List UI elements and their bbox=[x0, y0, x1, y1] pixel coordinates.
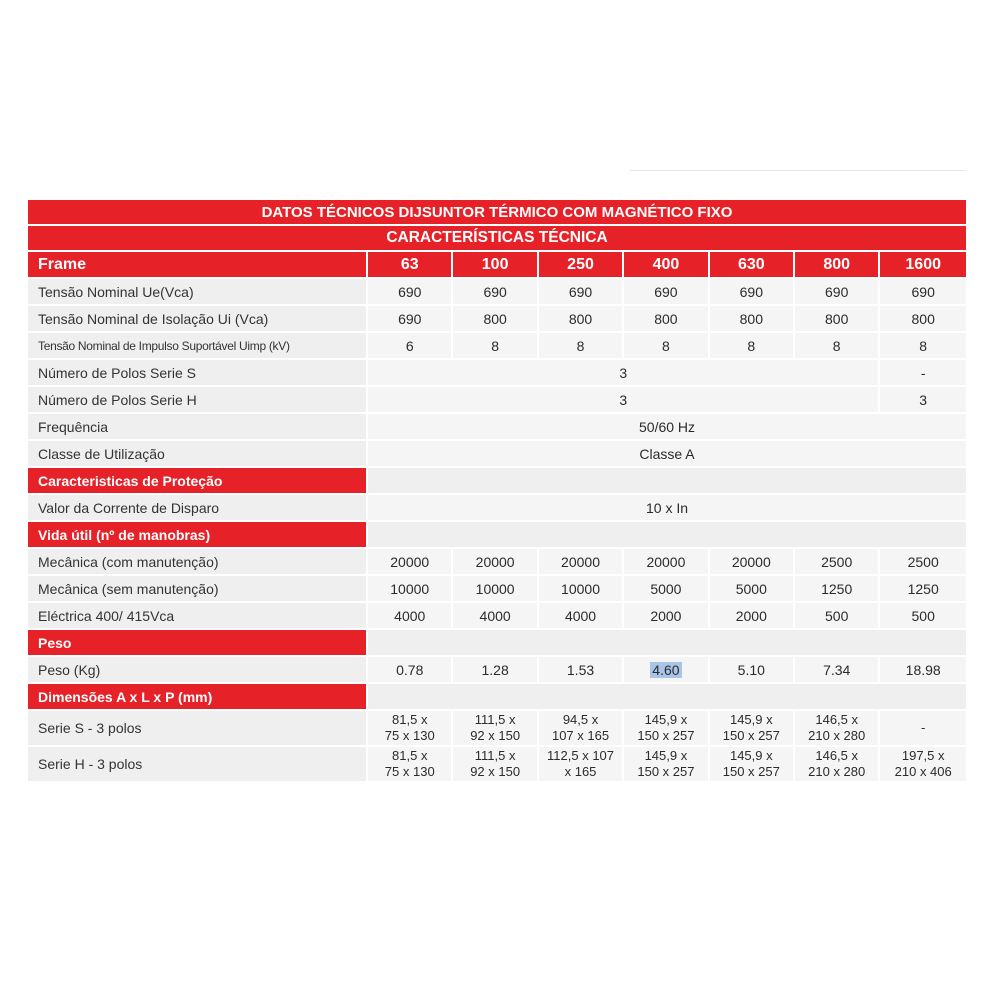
table-cell: 1250 bbox=[795, 576, 880, 601]
row-label: Peso (Kg) bbox=[28, 657, 368, 682]
table-row bbox=[28, 549, 966, 574]
section-header-row bbox=[28, 630, 966, 655]
table-cell bbox=[880, 711, 966, 745]
table-cell: 10000 bbox=[539, 576, 624, 601]
table-cell: 8 bbox=[624, 333, 709, 358]
dim-line: 150 x 257 bbox=[637, 764, 695, 779]
table-row bbox=[28, 441, 966, 466]
spec-table bbox=[28, 198, 966, 783]
dim-line: 210 x 280 bbox=[808, 764, 866, 779]
table-cell: 4000 bbox=[453, 603, 538, 628]
frame-value: 100 bbox=[453, 252, 538, 277]
merged-cell: 3 bbox=[368, 387, 880, 412]
dim-line: 75 x 130 bbox=[384, 764, 435, 779]
table-cell: 500 bbox=[795, 603, 880, 628]
table-cell: 690 bbox=[624, 279, 709, 304]
frame-label: Frame bbox=[28, 252, 368, 277]
table-cell bbox=[368, 711, 453, 745]
section-header: Vida útil (nº de manobras) bbox=[28, 522, 368, 547]
table-cell bbox=[795, 711, 880, 745]
row-label: Frequência bbox=[28, 414, 368, 439]
table-row bbox=[28, 387, 966, 412]
table-row bbox=[28, 306, 966, 331]
table-cell bbox=[453, 711, 538, 745]
frame-value: 800 bbox=[795, 252, 880, 277]
table-cell bbox=[453, 747, 538, 781]
table-cell: 20000 bbox=[539, 549, 624, 574]
dim-line: 210 x 406 bbox=[894, 764, 952, 779]
frame-value: 630 bbox=[710, 252, 795, 277]
dim-line: 146,5 x bbox=[815, 712, 859, 727]
section-header: Caracteristicas de Proteção bbox=[28, 468, 368, 493]
table-cell: 800 bbox=[880, 306, 966, 331]
table-cell: 1.53 bbox=[539, 657, 624, 682]
table-cell: 1250 bbox=[880, 576, 966, 601]
table-cell bbox=[710, 711, 795, 745]
table-cell: 2500 bbox=[795, 549, 880, 574]
table-cell: 3 bbox=[880, 387, 966, 412]
table-cell: 690 bbox=[453, 279, 538, 304]
row-label: Valor da Corrente de Disparo bbox=[28, 495, 368, 520]
dim-line: 145,9 x bbox=[729, 712, 773, 727]
merged-cell: 50/60 Hz bbox=[368, 414, 966, 439]
dim-line: 94,5 x bbox=[562, 712, 599, 727]
section-header-row bbox=[28, 684, 966, 709]
table-cell: 8 bbox=[539, 333, 624, 358]
dim-line: 150 x 257 bbox=[722, 728, 780, 743]
dim-line: 150 x 257 bbox=[722, 764, 780, 779]
table-cell: 10000 bbox=[368, 576, 453, 601]
table-cell: 4000 bbox=[539, 603, 624, 628]
table-cell: 20000 bbox=[453, 549, 538, 574]
dim-line: 75 x 130 bbox=[384, 728, 435, 743]
row-label: Tensão Nominal de Isolação Ui (Vca) bbox=[28, 306, 368, 331]
dim-line: 210 x 280 bbox=[808, 728, 866, 743]
table-cell[interactable] bbox=[624, 657, 709, 682]
table-cell: 500 bbox=[880, 603, 966, 628]
row-label: Tensão Nominal de Impulso Suportável Uimp (kV) bbox=[28, 333, 368, 358]
table-cell bbox=[795, 747, 880, 781]
table-cell: 690 bbox=[710, 279, 795, 304]
frame-header-row bbox=[28, 252, 966, 277]
table-cell: 800 bbox=[539, 306, 624, 331]
table-cell: - bbox=[880, 360, 966, 385]
table-cell: 2000 bbox=[710, 603, 795, 628]
dim-line: 107 x 165 bbox=[551, 728, 610, 743]
row-label: Tensão Nominal Ue(Vca) bbox=[28, 279, 368, 304]
row-label: Número de Polos Serie H bbox=[28, 387, 368, 412]
row-label: Serie H - 3 polos bbox=[28, 747, 368, 781]
table-cell: 2000 bbox=[624, 603, 709, 628]
table-cell bbox=[624, 747, 709, 781]
frame-value: 1600 bbox=[880, 252, 966, 277]
table-cell: 8 bbox=[795, 333, 880, 358]
table-cell bbox=[624, 711, 709, 745]
table-cell: 690 bbox=[368, 306, 453, 331]
row-label: Classe de Utilização bbox=[28, 441, 368, 466]
table-title: DATOS TÉCNICOS DIJSUNTOR TÉRMICO COM MAGNÉTICO FIXO bbox=[28, 200, 966, 224]
table-cell bbox=[710, 747, 795, 781]
table-cell bbox=[539, 711, 624, 745]
table-cell: 20000 bbox=[624, 549, 709, 574]
dim-line: 145,9 x bbox=[644, 712, 688, 727]
table-cell: 800 bbox=[710, 306, 795, 331]
row-label: Serie S - 3 polos bbox=[28, 711, 368, 745]
section-fill bbox=[368, 468, 966, 493]
table-cell: 18.98 bbox=[880, 657, 966, 682]
dim-line: 81,5 x bbox=[392, 712, 428, 727]
section-header-row bbox=[28, 522, 966, 547]
table-cell: 0.78 bbox=[368, 657, 453, 682]
table-subtitle: CARACTERÍSTICAS TÉCNICA bbox=[28, 226, 966, 250]
table-cell: 800 bbox=[453, 306, 538, 331]
table-cell: 690 bbox=[795, 279, 880, 304]
technical-data-sheet bbox=[28, 198, 966, 783]
subtitle-row bbox=[28, 226, 966, 250]
dim-line: 145,9 x bbox=[644, 748, 688, 763]
selected-text[interactable]: 4.60 bbox=[652, 661, 680, 678]
table-cell: 8 bbox=[453, 333, 538, 358]
table-cell bbox=[368, 747, 453, 781]
table-cell: 5000 bbox=[624, 576, 709, 601]
merged-cell: 3 bbox=[368, 360, 880, 385]
table-cell: 690 bbox=[539, 279, 624, 304]
title-row bbox=[28, 200, 966, 224]
dim-line: 92 x 150 bbox=[470, 764, 521, 779]
section-header: Dimensões A x L x P (mm) bbox=[28, 684, 368, 709]
table-cell: 4000 bbox=[368, 603, 453, 628]
table-cell: 7.34 bbox=[795, 657, 880, 682]
table-cell: 1.28 bbox=[453, 657, 538, 682]
frame-value: 63 bbox=[368, 252, 453, 277]
table-row bbox=[28, 414, 966, 439]
table-row bbox=[28, 747, 966, 781]
table-row bbox=[28, 333, 966, 358]
dim-line: 112,5 x 107 bbox=[547, 748, 615, 763]
dim-line: 145,9 x bbox=[729, 748, 773, 763]
table-cell: 690 bbox=[368, 279, 453, 304]
table-cell: 10000 bbox=[453, 576, 538, 601]
table-row bbox=[28, 279, 966, 304]
table-row bbox=[28, 360, 966, 385]
table-cell: 5000 bbox=[710, 576, 795, 601]
merged-cell: Classe A bbox=[368, 441, 966, 466]
dim-line: x 165 bbox=[564, 764, 597, 779]
table-cell: 20000 bbox=[368, 549, 453, 574]
row-label: Mecânica (com manutenção) bbox=[28, 549, 368, 574]
table-cell: 8 bbox=[880, 333, 966, 358]
dim-line: 146,5 x bbox=[815, 748, 859, 763]
dim-line: 92 x 150 bbox=[470, 728, 521, 743]
table-cell: 690 bbox=[880, 279, 966, 304]
merged-cell: 10 x In bbox=[368, 495, 966, 520]
dim-line: 81,5 x bbox=[392, 748, 428, 763]
table-cell: 2500 bbox=[880, 549, 966, 574]
section-fill bbox=[368, 522, 966, 547]
dim-line: 111,5 x bbox=[474, 712, 516, 727]
table-row bbox=[28, 576, 966, 601]
table-cell: 800 bbox=[624, 306, 709, 331]
row-label: Número de Polos Serie S bbox=[28, 360, 368, 385]
table-cell: 8 bbox=[710, 333, 795, 358]
frame-value: 250 bbox=[539, 252, 624, 277]
frame-value: 400 bbox=[624, 252, 709, 277]
dim-line: 111,5 x bbox=[474, 748, 516, 763]
dim-line: 150 x 257 bbox=[637, 728, 695, 743]
table-cell bbox=[880, 747, 966, 781]
section-header-row bbox=[28, 468, 966, 493]
table-row bbox=[28, 657, 966, 682]
row-label: Mecânica (sem manutenção) bbox=[28, 576, 368, 601]
dim-line: - bbox=[921, 720, 926, 735]
table-cell: 5.10 bbox=[710, 657, 795, 682]
table-cell: 800 bbox=[795, 306, 880, 331]
table-cell: 20000 bbox=[710, 549, 795, 574]
table-row bbox=[28, 603, 966, 628]
table-row bbox=[28, 711, 966, 745]
table-cell: 6 bbox=[368, 333, 453, 358]
dim-line: 197,5 x bbox=[901, 748, 945, 763]
section-header: Peso bbox=[28, 630, 368, 655]
section-fill bbox=[368, 684, 966, 709]
table-cell bbox=[539, 747, 624, 781]
row-label: Eléctrica 400/ 415Vca bbox=[28, 603, 368, 628]
section-fill bbox=[368, 630, 966, 655]
top-divider-line bbox=[630, 170, 966, 171]
table-row bbox=[28, 495, 966, 520]
